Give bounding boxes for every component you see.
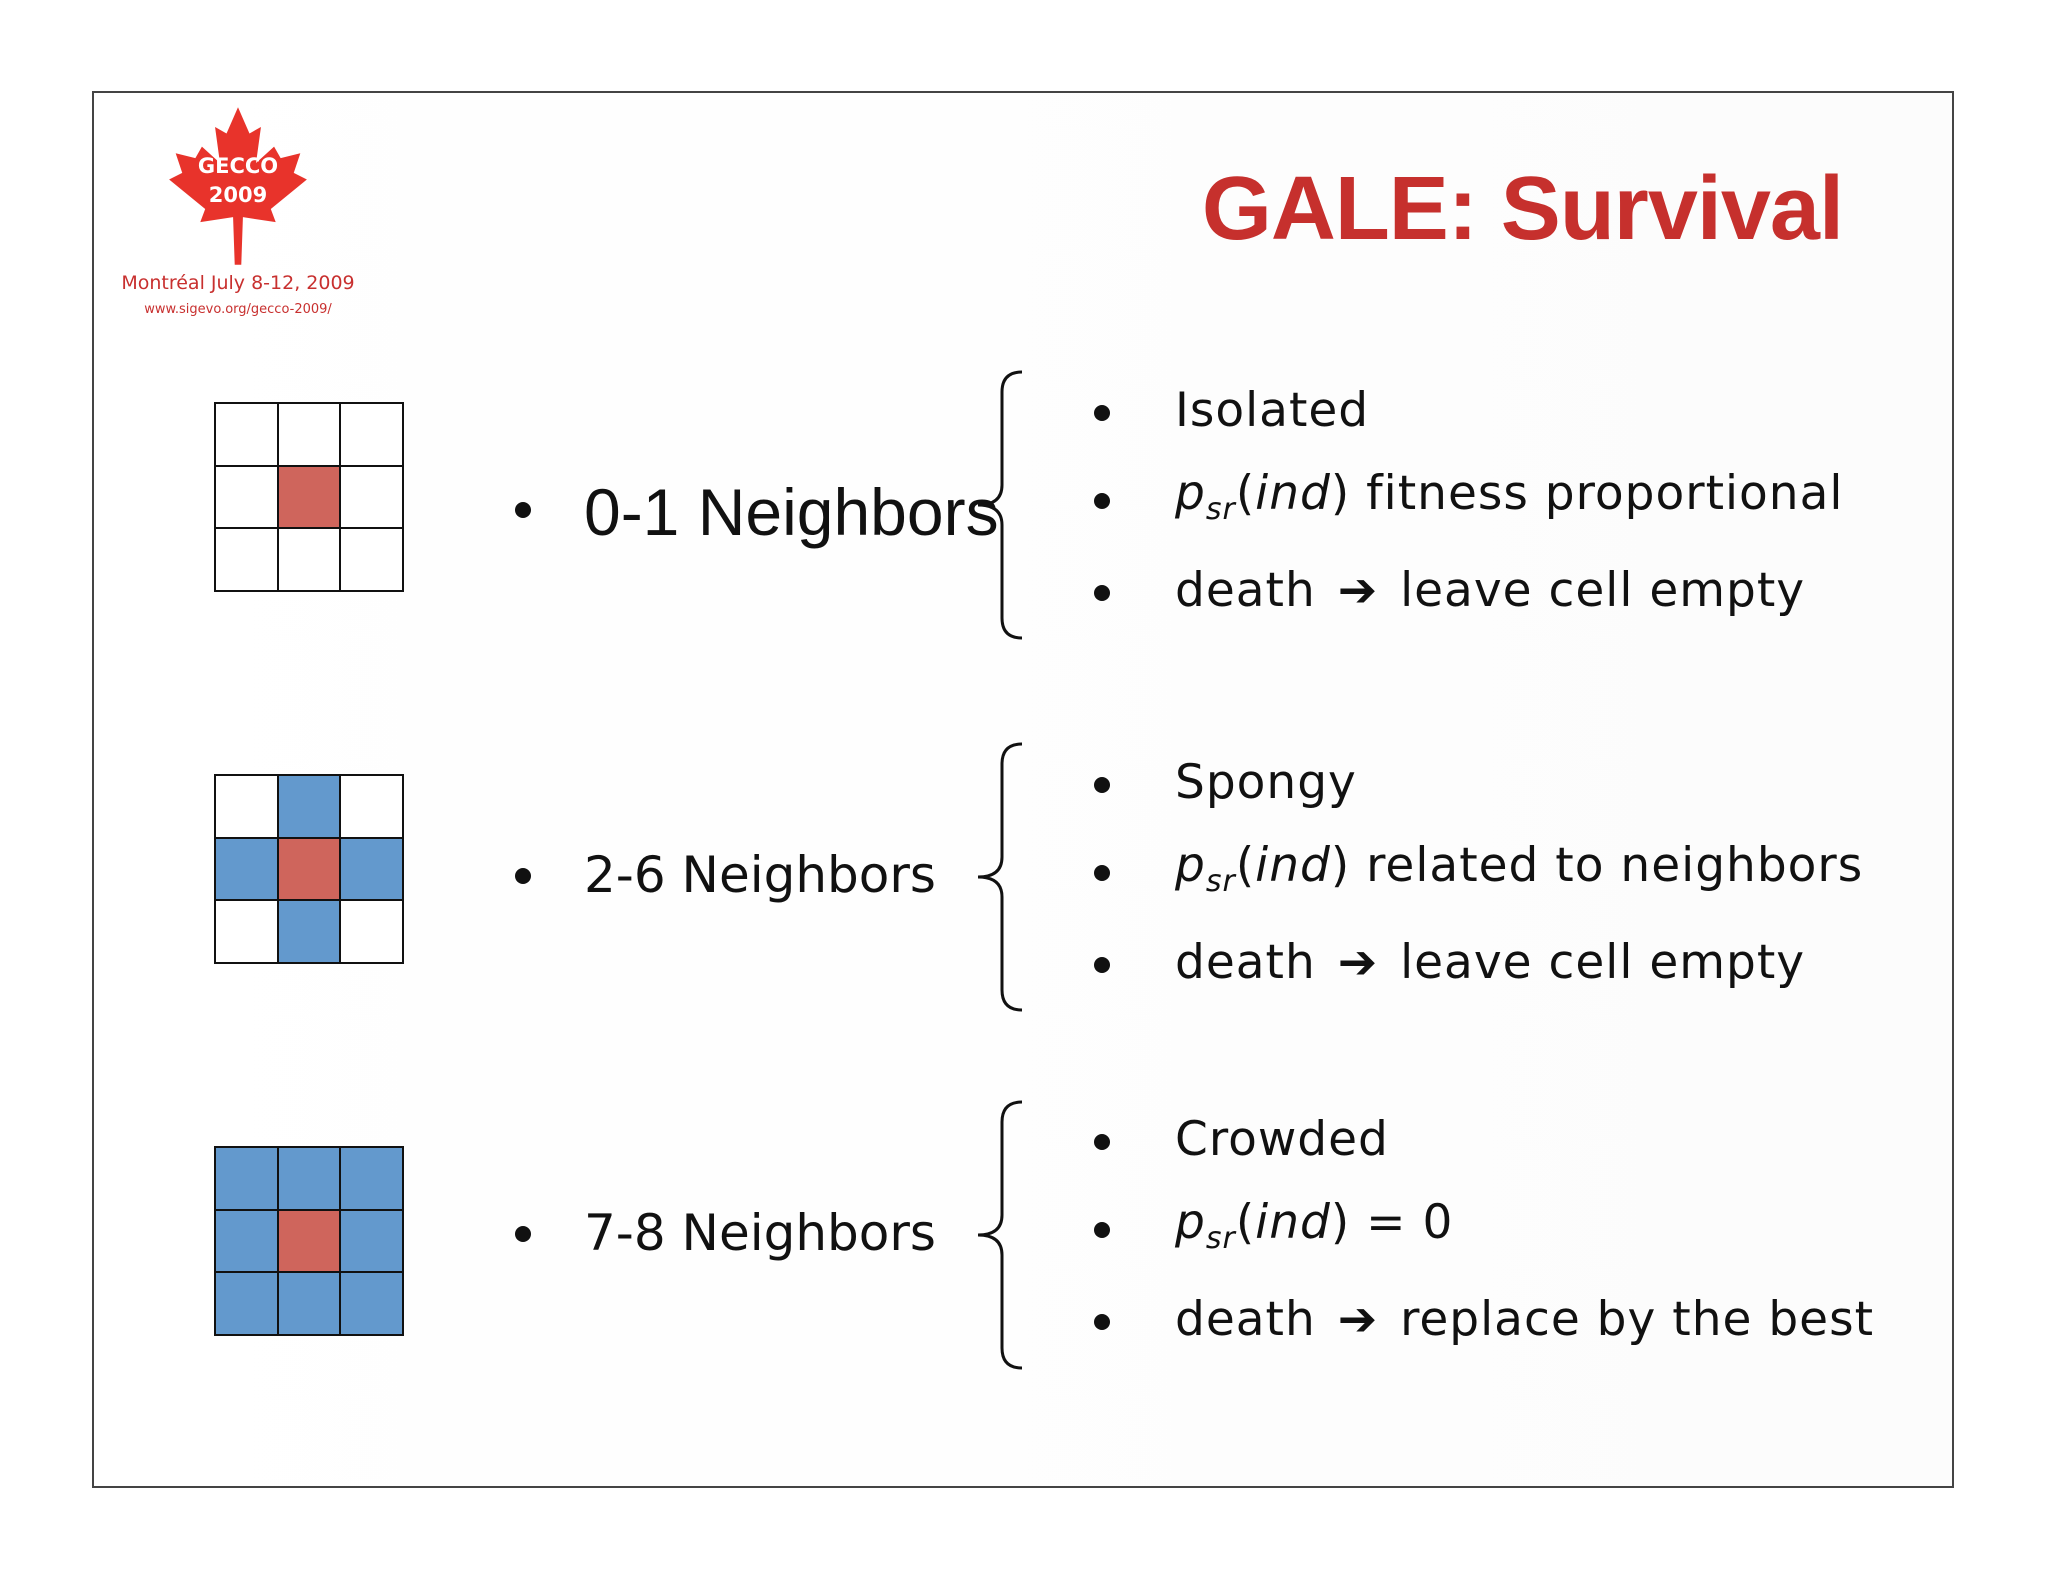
neighbor-cell [278, 775, 341, 838]
curly-brace [970, 370, 1030, 640]
probability-text: $p_{sr}(ind)$ fitness proportional [1175, 466, 1844, 527]
bullet [1094, 493, 1110, 509]
neighborhood-grid-isolated [214, 402, 404, 592]
neighbor-cell [340, 1272, 403, 1335]
bullet [1094, 585, 1110, 601]
gecco-logo [112, 104, 364, 324]
death-text: death ➔ leave cell empty [1175, 563, 1806, 618]
grid-cell [278, 528, 341, 591]
death-text: death ➔ leave cell empty [1175, 935, 1806, 990]
arrow-right-icon: ➔ [1337, 563, 1379, 618]
death-text: death ➔ replace by the best [1175, 1292, 1875, 1347]
status-text: Spongy [1175, 755, 1357, 810]
grid-cell [215, 403, 278, 466]
bullet [1094, 777, 1110, 793]
neighbor-cell [215, 838, 278, 901]
bullet [1094, 405, 1110, 421]
neighborhood-grid-spongy [214, 774, 404, 964]
bullet [1094, 1134, 1110, 1150]
case-label: 2-6 Neighbors [584, 846, 936, 904]
grid-cell [278, 403, 341, 466]
status-text: Isolated [1175, 383, 1370, 438]
center-cell [278, 838, 341, 901]
neighbor-cell [340, 838, 403, 901]
grid-cell [340, 466, 403, 529]
grid-cell [215, 775, 278, 838]
bullet [515, 1226, 531, 1242]
grid-cell [340, 775, 403, 838]
bullet [1094, 1222, 1110, 1238]
neighbor-cell [215, 1147, 278, 1210]
curly-brace [970, 1100, 1030, 1370]
neighbor-cell [340, 1210, 403, 1273]
logo-year: 2009 [208, 183, 268, 207]
neighbor-cell [278, 1272, 341, 1335]
grid-cell [340, 528, 403, 591]
bullet [1094, 865, 1110, 881]
status-text: Crowded [1175, 1112, 1389, 1167]
logo-wordmark [112, 152, 364, 210]
logo-name: GECCO [197, 154, 279, 178]
probability-text: $p_{sr}(ind)$ related to neighbors [1175, 838, 1864, 899]
grid-cell [215, 528, 278, 591]
neighborhood-grid-crowded [214, 1146, 404, 1336]
neighbor-cell [278, 900, 341, 963]
grid-cell [340, 900, 403, 963]
arrow-right-icon: ➔ [1337, 935, 1379, 990]
bullet [515, 868, 531, 884]
center-cell [278, 466, 341, 529]
neighbor-cell [340, 1147, 403, 1210]
bullet [1094, 957, 1110, 973]
neighbor-cell [278, 1147, 341, 1210]
neighbor-cell [215, 1272, 278, 1335]
logo-date: Montréal July 8-12, 2009 [121, 272, 355, 294]
grid-cell [215, 900, 278, 963]
slide-title: GALE: Survival [1201, 159, 1843, 259]
probability-text: $p_{sr}(ind) = 0$ [1175, 1195, 1454, 1256]
curly-brace [970, 742, 1030, 1012]
grid-cell [215, 466, 278, 529]
neighbor-cell [215, 1210, 278, 1273]
case-label: 7-8 Neighbors [584, 1204, 936, 1262]
bullet [1094, 1314, 1110, 1330]
arrow-right-icon: ➔ [1337, 1292, 1379, 1347]
logo-url: www.sigevo.org/gecco-2009/ [144, 302, 332, 317]
grid-cell [340, 403, 403, 466]
bullet [515, 502, 531, 518]
center-cell [278, 1210, 341, 1273]
case-label: 0-1 Neighbors [584, 475, 999, 549]
